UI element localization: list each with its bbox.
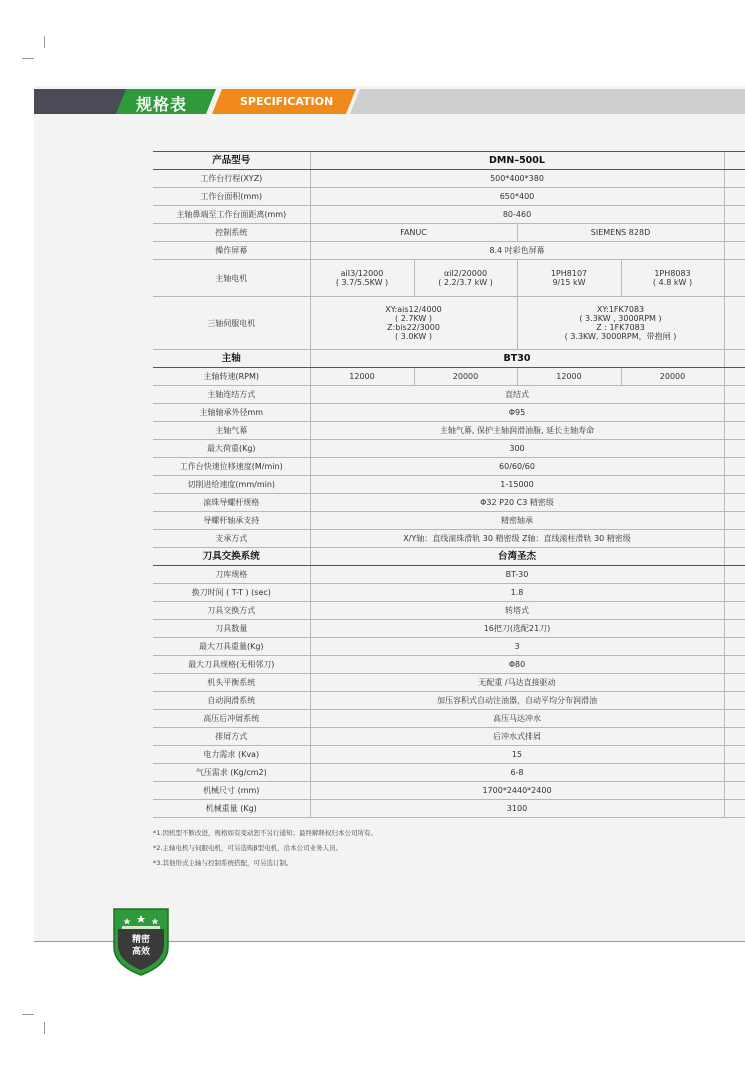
crop-mark (22, 1014, 34, 1015)
cell-line: ( 2.7KW ) (395, 314, 432, 323)
model-value: DMN–500L (310, 152, 724, 170)
table-row (153, 224, 745, 242)
row-value: 300 (310, 440, 724, 458)
control-siemens: SIEMENS 828D (517, 224, 724, 242)
row-label: 主轴鼻端至工作台面距离(mm) (153, 206, 310, 224)
table-row (153, 548, 745, 566)
spec-table (153, 151, 745, 818)
edge-cell (724, 530, 745, 548)
row-label: 排屑方式 (153, 728, 310, 746)
table-row (153, 152, 745, 170)
cell-line: 9/15 kW (552, 278, 586, 287)
row-value: 加压容积式自动注油器，自动平均分布润滑油 (310, 692, 724, 710)
atc-value: 台湾圣杰 (310, 548, 724, 566)
edge-cell (724, 224, 745, 242)
row-label: 切削进给速度(mm/min) (153, 476, 310, 494)
crop-mark (22, 58, 34, 59)
edge-cell (724, 692, 745, 710)
row-value: 直结式 (310, 386, 724, 404)
edge-cell (724, 764, 745, 782)
table-row (153, 620, 745, 638)
servo-label: 三轴伺服电机 (153, 297, 310, 350)
row-label: 主轴连结方式 (153, 386, 310, 404)
cell-line: ( 2.2/3.7 kW ) (438, 278, 493, 287)
table-row (153, 656, 745, 674)
row-label: 主轴轴承外径mm (153, 404, 310, 422)
screen-value: 8.4 吋彩色屏幕 (310, 242, 724, 260)
row-label: 气压需求 (Kg/cm2) (153, 764, 310, 782)
atc-label: 刀具交换系统 (153, 548, 310, 566)
cell-line: 1PH8107 (550, 269, 588, 278)
cell-line: Z:bis22/3000 (387, 323, 440, 332)
table-row (153, 728, 745, 746)
row-label: 换刀时间 ( T-T ) (sec) (153, 584, 310, 602)
edge-cell (724, 152, 745, 170)
cell-line: ( 3.7/5.5KW ) (335, 278, 389, 287)
row-value: 650*400 (310, 188, 724, 206)
row-label: 工作台快速位移速度(M/min) (153, 458, 310, 476)
cell-line: ( 4.8 kW ) (652, 278, 693, 287)
table-row (153, 584, 745, 602)
table-row (153, 800, 745, 818)
row-label: 主轴气幕 (153, 422, 310, 440)
section-header (34, 89, 745, 114)
table-row (153, 368, 745, 386)
cell-line: ( 3.3KW, 3000RPM，带抱闸 ) (564, 332, 677, 341)
servo-fanuc (310, 297, 517, 350)
footnote: *1.因机型不断改进，规格如有变动恕不另行通知；最终解释权归本公司所有。 (153, 829, 377, 837)
table-row (153, 530, 745, 548)
footnote: *2.主轴电机与伺服电机，可另选购β型电机，洽本公司业务人员。 (153, 844, 343, 852)
servo-siemens (517, 297, 724, 350)
edge-cell (724, 440, 745, 458)
edge-cell (724, 584, 745, 602)
edge-cell (724, 656, 745, 674)
table-row (153, 458, 745, 476)
row-value: 60/60/60 (310, 458, 724, 476)
edge-cell (724, 782, 745, 800)
row-value: 16把刀(选配21刀) (310, 620, 724, 638)
edge-cell (724, 458, 745, 476)
edge-cell (724, 170, 745, 188)
cell-line: 1PH8083 (654, 269, 691, 278)
table-row (153, 404, 745, 422)
edge-cell (724, 297, 745, 350)
cell-line: XY:ais12/4000 (385, 305, 442, 314)
row-value: 后冲水式排屑 (310, 728, 724, 746)
table-row (153, 566, 745, 584)
edge-cell (724, 602, 745, 620)
rpm-value: 12000 (517, 368, 621, 386)
quality-badge-icon (110, 905, 172, 977)
row-value: 15 (310, 746, 724, 764)
row-value: 6-8 (310, 764, 724, 782)
table-row (153, 350, 745, 368)
row-label: 最大荷重(Kg) (153, 440, 310, 458)
row-value: BT-30 (310, 566, 724, 584)
table-row (153, 260, 745, 297)
crop-mark (44, 36, 45, 48)
edge-cell (724, 638, 745, 656)
control-fanuc: FANUC (310, 224, 517, 242)
table-row (153, 206, 745, 224)
edge-cell (724, 566, 745, 584)
spindle-value: BT30 (310, 350, 724, 368)
edge-cell (724, 386, 745, 404)
footnotes (153, 826, 377, 871)
edge-cell (724, 800, 745, 818)
row-value: 精密轴承 (310, 512, 724, 530)
row-label: 刀具数量 (153, 620, 310, 638)
row-value: Φ95 (310, 404, 724, 422)
edge-cell (724, 620, 745, 638)
row-label: 自动润滑系统 (153, 692, 310, 710)
section-title-cn: 规格表 (136, 95, 188, 114)
edge-cell (724, 350, 745, 368)
cell-line: ( 3.0KW ) (395, 332, 432, 341)
cell-line: Z : 1FK7083 (596, 323, 645, 332)
row-value: 无配重 /马达直接驱动 (310, 674, 724, 692)
table-row (153, 602, 745, 620)
table-row (153, 638, 745, 656)
table-row (153, 674, 745, 692)
row-value: 1.8 (310, 584, 724, 602)
cell-line: αiI2/20000 (443, 269, 488, 278)
table-row (153, 386, 745, 404)
row-label: 刀具交换方式 (153, 602, 310, 620)
row-label: 机械重量 (Kg) (153, 800, 310, 818)
row-label: 支承方式 (153, 530, 310, 548)
table-row (153, 746, 745, 764)
row-label: 高压后冲屑系统 (153, 710, 310, 728)
motor-label: 主轴电机 (153, 260, 310, 297)
edge-cell (724, 710, 745, 728)
row-value: X/Y轴：直线滚珠滑轨 30 精密级 Z轴：直线滚柱滑轨 30 精密级 (310, 530, 724, 548)
table-row (153, 242, 745, 260)
edge-cell (724, 494, 745, 512)
row-value: Φ80 (310, 656, 724, 674)
row-value: 1-15000 (310, 476, 724, 494)
row-label: 最大刀具重量(Kg) (153, 638, 310, 656)
edge-cell (724, 674, 745, 692)
row-label: 滚珠导螺杆规格 (153, 494, 310, 512)
row-value: 主轴气幕, 保护主轴润滑油脂, 延长主轴寿命 (310, 422, 724, 440)
table-row (153, 297, 745, 350)
cell-line: XY:1FK7083 (596, 305, 645, 314)
header-gray-segment (350, 89, 745, 114)
cell-line: aiI3/12000 (340, 269, 384, 278)
row-label: 最大刀具规格(无相邻刀) (153, 656, 310, 674)
rpm-value: 20000 (414, 368, 517, 386)
row-label: 工作台面积(mm) (153, 188, 310, 206)
cell-line: ( 3.3KW , 3000RPM ) (579, 314, 662, 323)
table-row (153, 764, 745, 782)
footnote: *3.其他形式主轴与控制系统搭配，可另选订制。 (153, 859, 293, 867)
table-row (153, 782, 745, 800)
row-value: Φ32 P20 C3 精密级 (310, 494, 724, 512)
edge-cell (724, 206, 745, 224)
control-label: 控制系统 (153, 224, 310, 242)
spindle-label: 主轴 (153, 350, 310, 368)
edge-cell (724, 368, 745, 386)
row-value: 转塔式 (310, 602, 724, 620)
edge-cell (724, 476, 745, 494)
section-title-en: SPECIFICATION (240, 95, 334, 108)
row-label: 导螺杆轴承支持 (153, 512, 310, 530)
edge-cell (724, 242, 745, 260)
motor-value (414, 260, 517, 297)
edge-cell (724, 746, 745, 764)
table-row (153, 692, 745, 710)
rpm-value: 20000 (621, 368, 724, 386)
row-value: 500*400*380 (310, 170, 724, 188)
edge-cell (724, 548, 745, 566)
table-row (153, 422, 745, 440)
row-label: 工作台行程(XYZ) (153, 170, 310, 188)
row-value: 80-460 (310, 206, 724, 224)
table-row (153, 476, 745, 494)
crop-mark (44, 1022, 45, 1034)
table-row (153, 188, 745, 206)
screen-label: 操作屏幕 (153, 242, 310, 260)
table-row (153, 512, 745, 530)
edge-cell (724, 728, 745, 746)
table-row (153, 170, 745, 188)
edge-cell (724, 188, 745, 206)
badge-line1: 精密 (131, 935, 151, 945)
rpm-value: 12000 (310, 368, 414, 386)
table-row (153, 440, 745, 458)
motor-value (621, 260, 724, 297)
row-label: 电力需求 (Kva) (153, 746, 310, 764)
row-label: 机械尺寸 (mm) (153, 782, 310, 800)
rpm-label: 主轴转速(RPM) (153, 368, 310, 386)
edge-cell (724, 404, 745, 422)
row-value: 3 (310, 638, 724, 656)
row-value: 3100 (310, 800, 724, 818)
table-row (153, 710, 745, 728)
motor-value (310, 260, 414, 297)
row-value: 1700*2440*2400 (310, 782, 724, 800)
edge-cell (724, 512, 745, 530)
badge-line2: 高效 (131, 947, 151, 957)
motor-value (517, 260, 621, 297)
row-label: 机头平衡系统 (153, 674, 310, 692)
table-row (153, 494, 745, 512)
model-label: 产品型号 (153, 152, 310, 170)
row-label: 刀库规格 (153, 566, 310, 584)
row-value: 高压马达冲水 (310, 710, 724, 728)
edge-cell (724, 260, 745, 297)
edge-cell (724, 422, 745, 440)
